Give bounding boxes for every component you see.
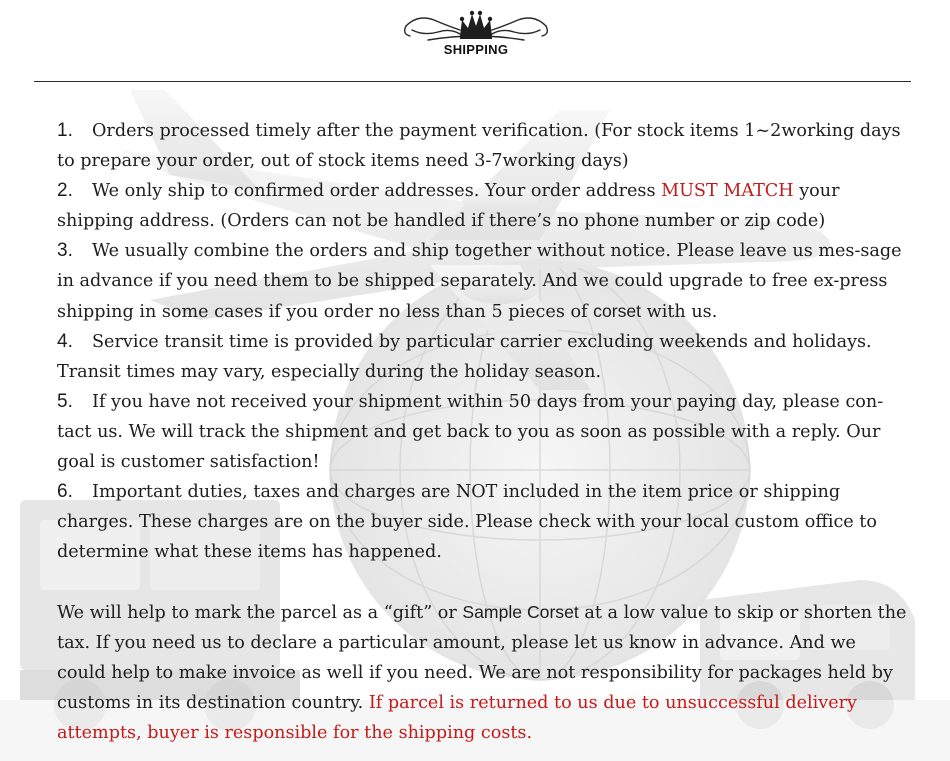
item-text: Orders processed timely after the payment verification. (For stock items 1~2working days to prepare your order, out of stock items need 3-7working days) [57,121,901,171]
item-text: We only ship to confirmed order addresses. Your order address [92,181,662,201]
policy-item-6 [57,477,907,567]
item-text-continued: with us. [641,302,718,322]
item-number: 2. [57,180,73,201]
policy-item-3 [57,236,907,327]
item-text: We usually combine the orders and ship together without notice. Please leave us mes-sage in advance if you need them to be shipped separately. And we could upgrade to free ex-press shipping in some cases if you order no less than 5 pieces of [57,241,902,322]
item-text: If you have not received your shipment within 50 days from your paying day, please con-tact us. We will track the shipment and get back to you as soon as possible with a reply. Our goal is customer satisfaction! [57,392,884,472]
item-text-continued: your shipping address. (Orders can not be handled if there’s no phone number or zip code) [57,181,840,231]
policy-item-5 [57,387,907,477]
closing-text: We will help to mark the parcel as a “gift” or [57,603,463,623]
item-number: 6. [57,481,73,502]
sample-corset-keyword: Sample Corset [462,602,579,622]
item-text: Important duties, taxes and charges are NOT included in the item price or shipping charges. These charges are on the buyer side. Please check with your local custom office to determine what these items has happened. [57,482,877,562]
item-number: 4. [57,331,73,352]
item-number: 3. [57,240,73,261]
shipping-policy-body [57,116,907,748]
policy-item-1 [57,116,907,176]
corset-keyword: corset [593,301,642,321]
policy-item-4 [57,327,907,387]
header-divider [34,81,911,82]
item-number: 1. [57,120,73,141]
return-policy-warning: If parcel is returned to us due to unsuccessful delivery attempts, buyer is responsible for the shipping costs. [57,693,857,743]
item-text: Service transit time is provided by particular carrier excluding weekends and holidays. Transit times may vary, especially during the holiday season. [57,332,872,382]
closing-paragraph [57,597,907,748]
item-number: 5. [57,391,73,412]
policy-item-2 [57,176,907,236]
must-match-highlight: MUST MATCH [661,181,794,201]
closing-text-continued: at a low value to skip or shorten the tax. If you need us to declare a particular amount, please let us know in advance. And we could help to make invoice as well if you need. We are not responsibility for packages held by customs in its destination country. [57,603,907,713]
shipping-title: SHIPPING [443,42,509,57]
